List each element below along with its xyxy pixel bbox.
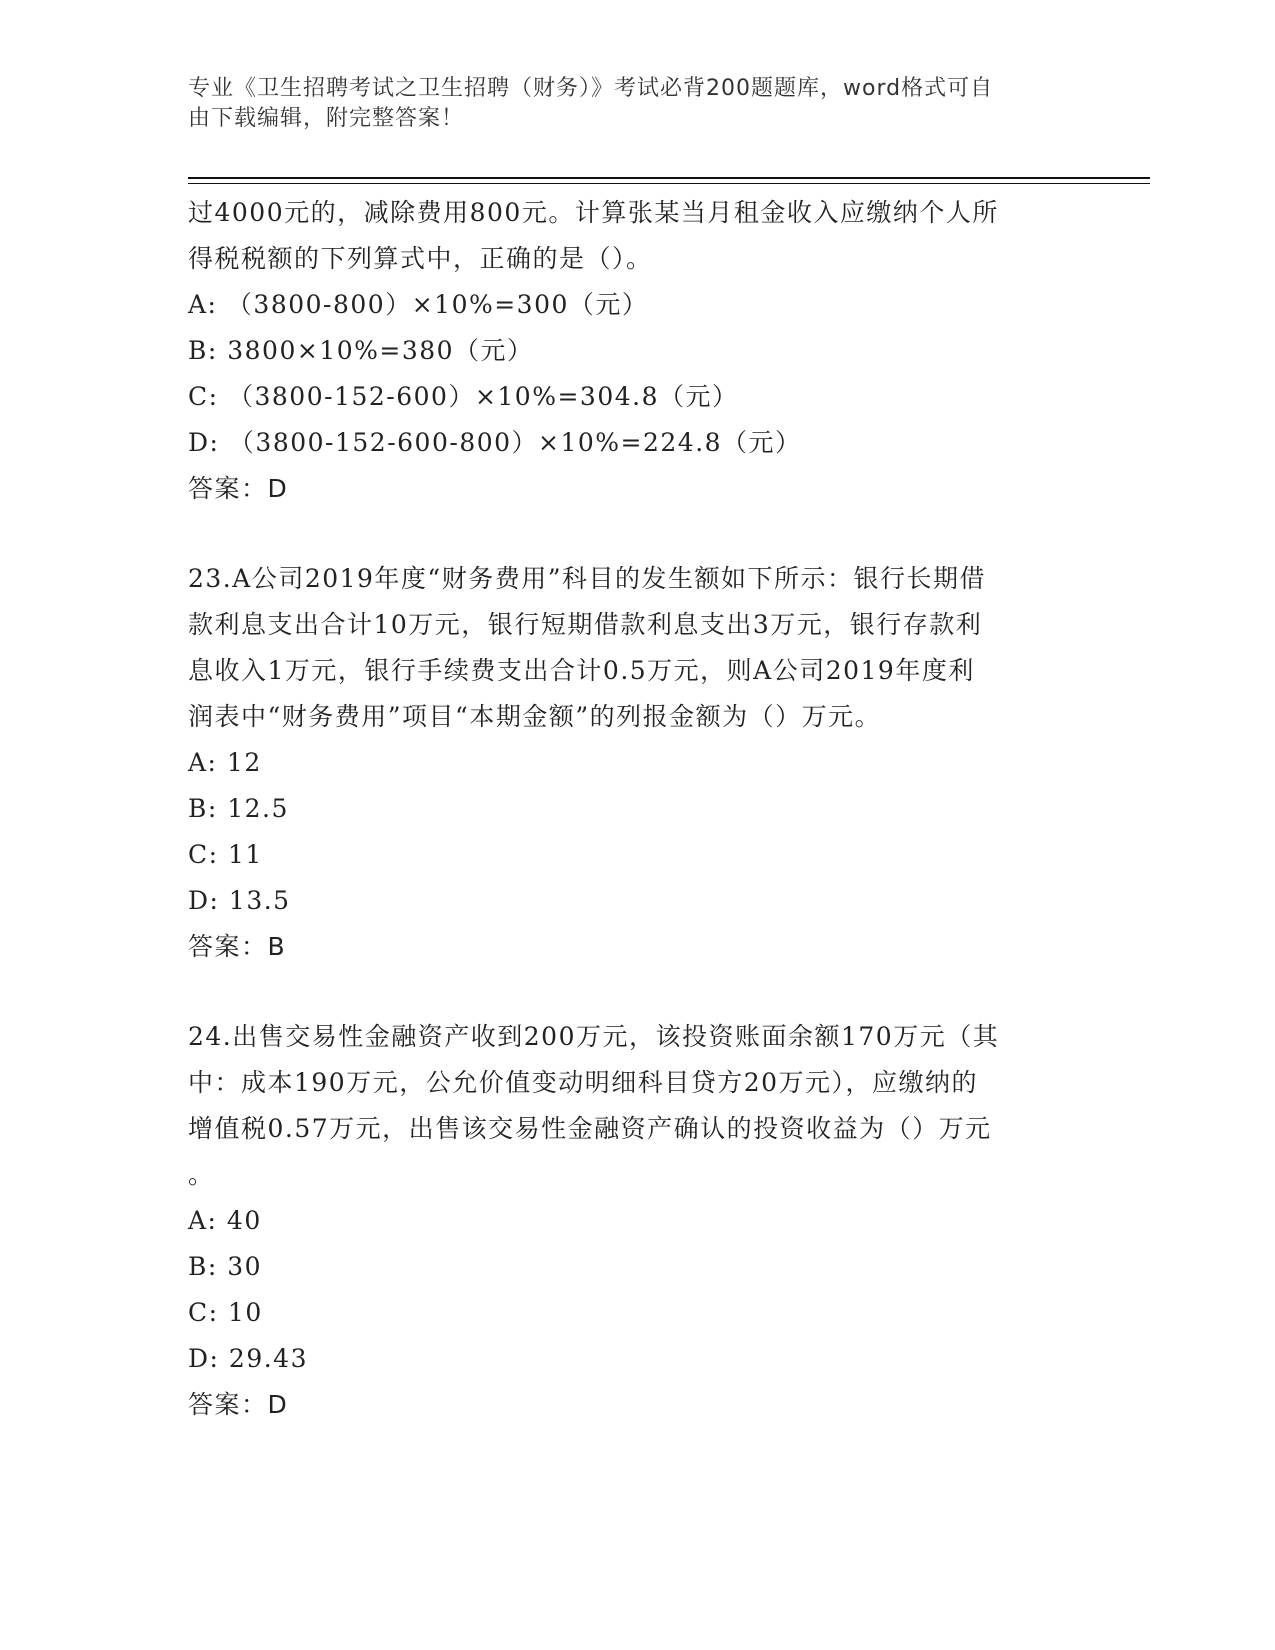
option-c: C: 10 <box>188 1298 263 1327</box>
option-d: D: 13.5 <box>188 886 291 915</box>
option-a: A: 12 <box>188 748 262 777</box>
question-stem-line: 过4000元的，减除费用800元。计算张某当月租金收入应缴纳个人所 <box>188 198 999 227</box>
header-rule-thick <box>188 177 1150 179</box>
document-header <box>188 74 1068 134</box>
question-24 <box>188 1014 1088 1428</box>
question-stem-line: 23.A公司2019年度“财务费用”科目的发生额如下所示：银行长期借 <box>188 564 986 593</box>
question-stem-line: 款利息支出合计10万元，银行短期借款利息支出3万元，银行存款利 <box>188 610 983 639</box>
question-23 <box>188 556 1088 970</box>
option-a: A: （3800-800）×10%=300（元） <box>188 290 649 319</box>
question-22 <box>188 190 1088 512</box>
header-line-1: 专业《卫生招聘考试之卫生招聘（财务）》考试必背200题题库，word格式可自 <box>188 76 994 101</box>
option-b: B: 30 <box>188 1252 263 1281</box>
header-line-2: 由下载编辑，附完整答案！ <box>188 106 465 131</box>
option-d: D: （3800-152-600-800）×10%=224.8（元） <box>188 428 802 457</box>
question-stem-line: 。 <box>188 1160 215 1189</box>
question-stem-line: 润表中“财务费用”项目“本期金额”的列报金额为（）万元。 <box>188 702 882 731</box>
answer-line: 答案：B <box>188 932 287 961</box>
option-d: D: 29.43 <box>188 1344 308 1373</box>
answer-line: 答案：D <box>188 1390 289 1419</box>
option-c: C: （3800-152-600）×10%=304.8（元） <box>188 382 739 411</box>
question-content <box>188 190 1088 1428</box>
header-rule-thin <box>188 183 1150 184</box>
answer-line: 答案：D <box>188 474 289 503</box>
question-stem-line: 24.出售交易性金融资产收到200万元，该投资账面余额170万元（其 <box>188 1022 1000 1051</box>
question-stem-line: 中：成本190万元，公允价值变动明细科目贷方20万元），应缴纳的 <box>188 1068 979 1097</box>
question-stem-line: 增值税0.57万元，出售该交易性金融资产确认的投资收益为（）万元 <box>188 1114 992 1143</box>
option-b: B: 12.5 <box>188 794 289 823</box>
question-stem-line: 息收入1万元，银行手续费支出合计0.5万元，则A公司2019年度利 <box>188 656 975 685</box>
option-c: C: 11 <box>188 840 263 869</box>
option-b: B: 3800×10%=380（元） <box>188 336 534 365</box>
question-stem-line: 得税税额的下列算式中，正确的是（）。 <box>188 244 653 273</box>
option-a: A: 40 <box>188 1206 262 1235</box>
